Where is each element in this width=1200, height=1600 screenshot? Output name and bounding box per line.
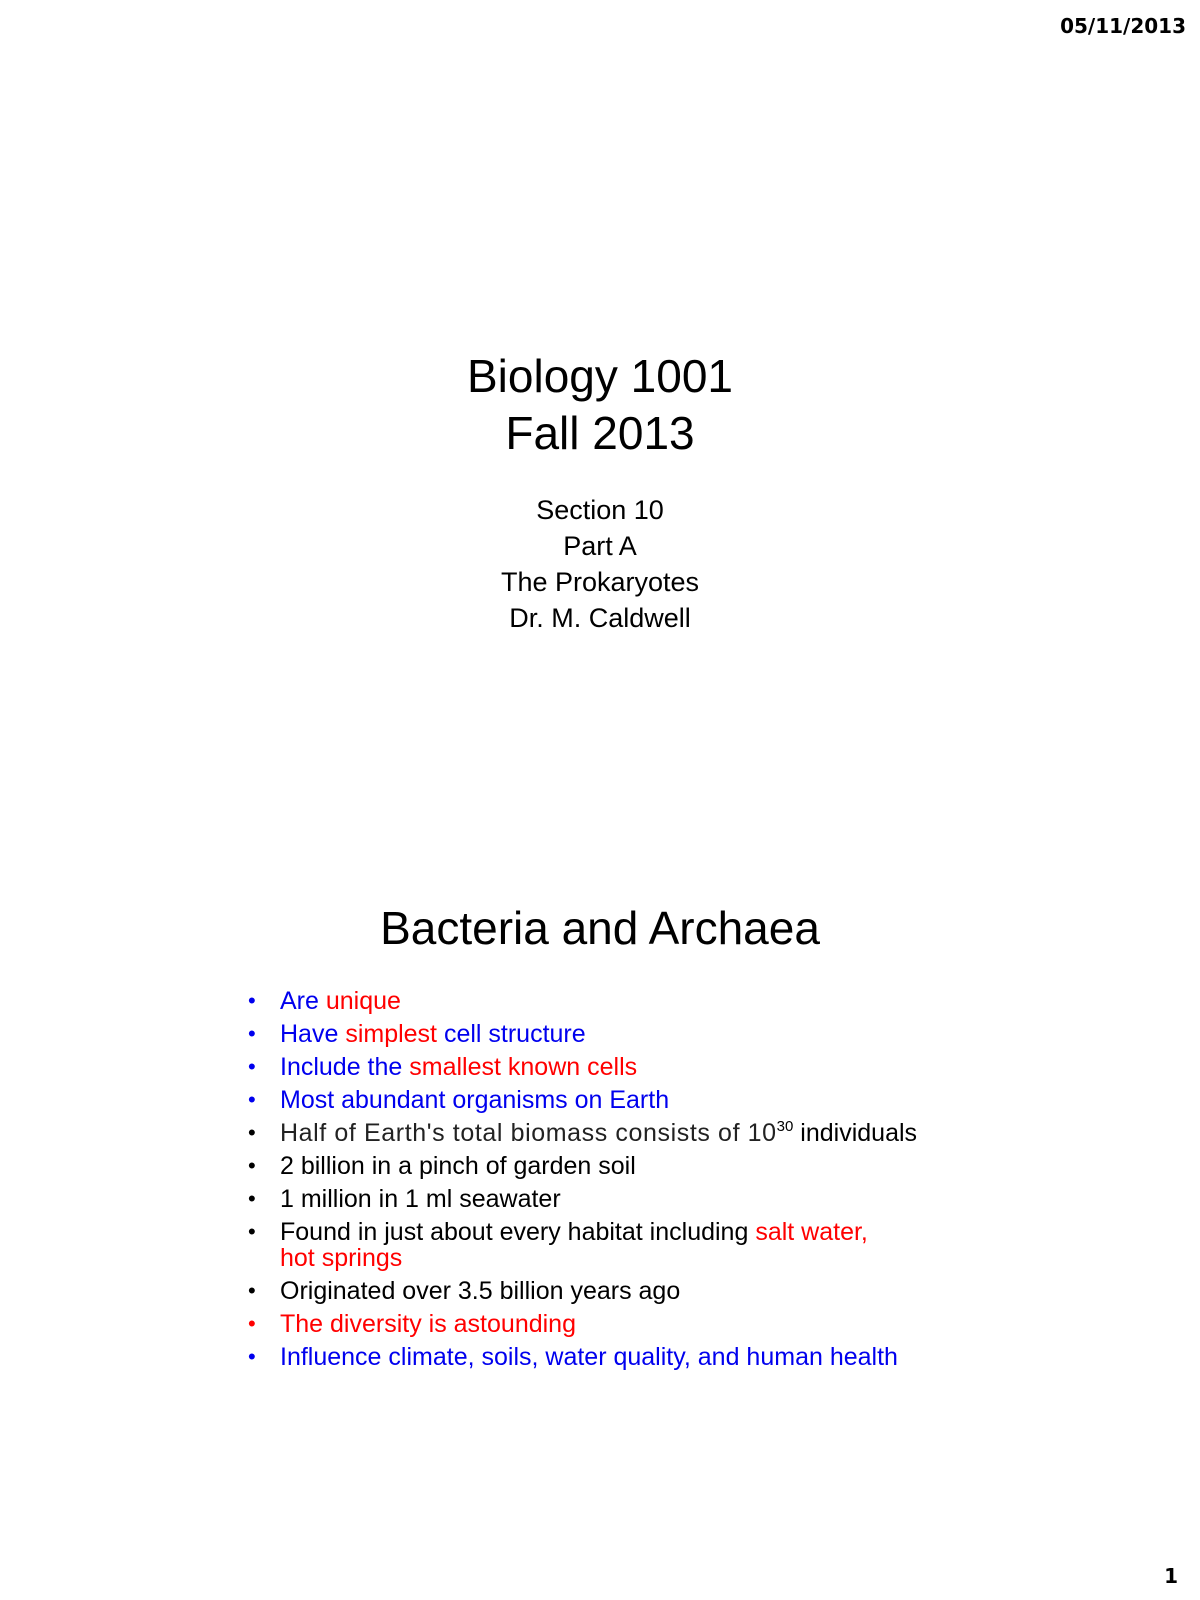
bullet-text: Originated over 3.5 billion years ago: [280, 1277, 681, 1305]
bullet-text: Have: [280, 1020, 346, 1048]
term-title: Fall 2013: [505, 407, 695, 459]
bullet-emphasis: hot springs: [280, 1244, 403, 1272]
bullet-item: [248, 1153, 968, 1179]
topic-label: The Prokaryotes: [500, 567, 700, 597]
bullet-text: Influence climate, soils, water quality, and human health: [280, 1343, 898, 1371]
bullet-text: Found in just about every habitat including: [280, 1218, 756, 1246]
page-number: 1: [1164, 1564, 1178, 1588]
bullet-exponent: 30: [776, 1118, 794, 1135]
bullet-marker: •: [248, 1278, 256, 1303]
bullet-item: [248, 988, 968, 1014]
content-slide-title: Bacteria and Archaea: [380, 902, 820, 954]
course-title: Biology 1001: [467, 350, 733, 402]
bullet-marker: •: [248, 1087, 256, 1112]
bullet-marker: •: [248, 1120, 256, 1145]
bullet-item: [248, 1054, 968, 1080]
bullet-emphasis: smallest known cells: [409, 1053, 638, 1081]
bullet-emphasis: simplest: [345, 1020, 437, 1048]
bullet-item: [248, 1120, 968, 1146]
bullet-text: 2 billion in a pinch of garden soil: [280, 1152, 636, 1180]
bullet-list: [248, 988, 968, 1377]
bullet-marker: •: [248, 988, 256, 1013]
bullet-marker: •: [248, 1054, 256, 1079]
bullet-item: [248, 1219, 968, 1271]
bullet-text: Most abundant organisms on Earth: [280, 1086, 670, 1114]
bullet-text: Are: [280, 987, 326, 1015]
content-slide: [0, 800, 1200, 1600]
bullet-emphasis: salt water,: [755, 1218, 868, 1246]
section-label: Section 10: [536, 495, 664, 525]
bullet-marker: •: [248, 1219, 256, 1244]
bullet-marker: •: [248, 1153, 256, 1178]
bullet-item: [248, 1344, 968, 1370]
bullet-text: Half of Earth's total biomass consists of 10: [280, 1119, 777, 1147]
bullet-marker: •: [248, 1021, 256, 1046]
page-date: 05/11/2013: [1060, 14, 1186, 38]
bullet-item: [248, 1278, 968, 1304]
bullet-text: individuals: [793, 1119, 918, 1147]
bullet-item: [248, 1087, 968, 1113]
bullet-marker: •: [248, 1311, 256, 1336]
slide-subtitle: [0, 492, 1200, 636]
slide-title: [0, 348, 1200, 462]
bullet-emphasis: unique: [325, 987, 401, 1015]
bullet-marker: •: [248, 1344, 256, 1369]
instructor-label: Dr. M. Caldwell: [509, 603, 691, 633]
bullet-item: [248, 1021, 968, 1047]
bullet-item: [248, 1311, 968, 1337]
bullet-text: cell structure: [437, 1020, 586, 1048]
bullet-text: Include the: [280, 1053, 410, 1081]
part-label: Part A: [563, 531, 637, 561]
bullet-item: [248, 1186, 968, 1212]
bullet-text: 1 million in 1 ml seawater: [280, 1185, 561, 1213]
bullet-text: The diversity is astounding: [280, 1310, 576, 1338]
bullet-marker: •: [248, 1186, 256, 1211]
